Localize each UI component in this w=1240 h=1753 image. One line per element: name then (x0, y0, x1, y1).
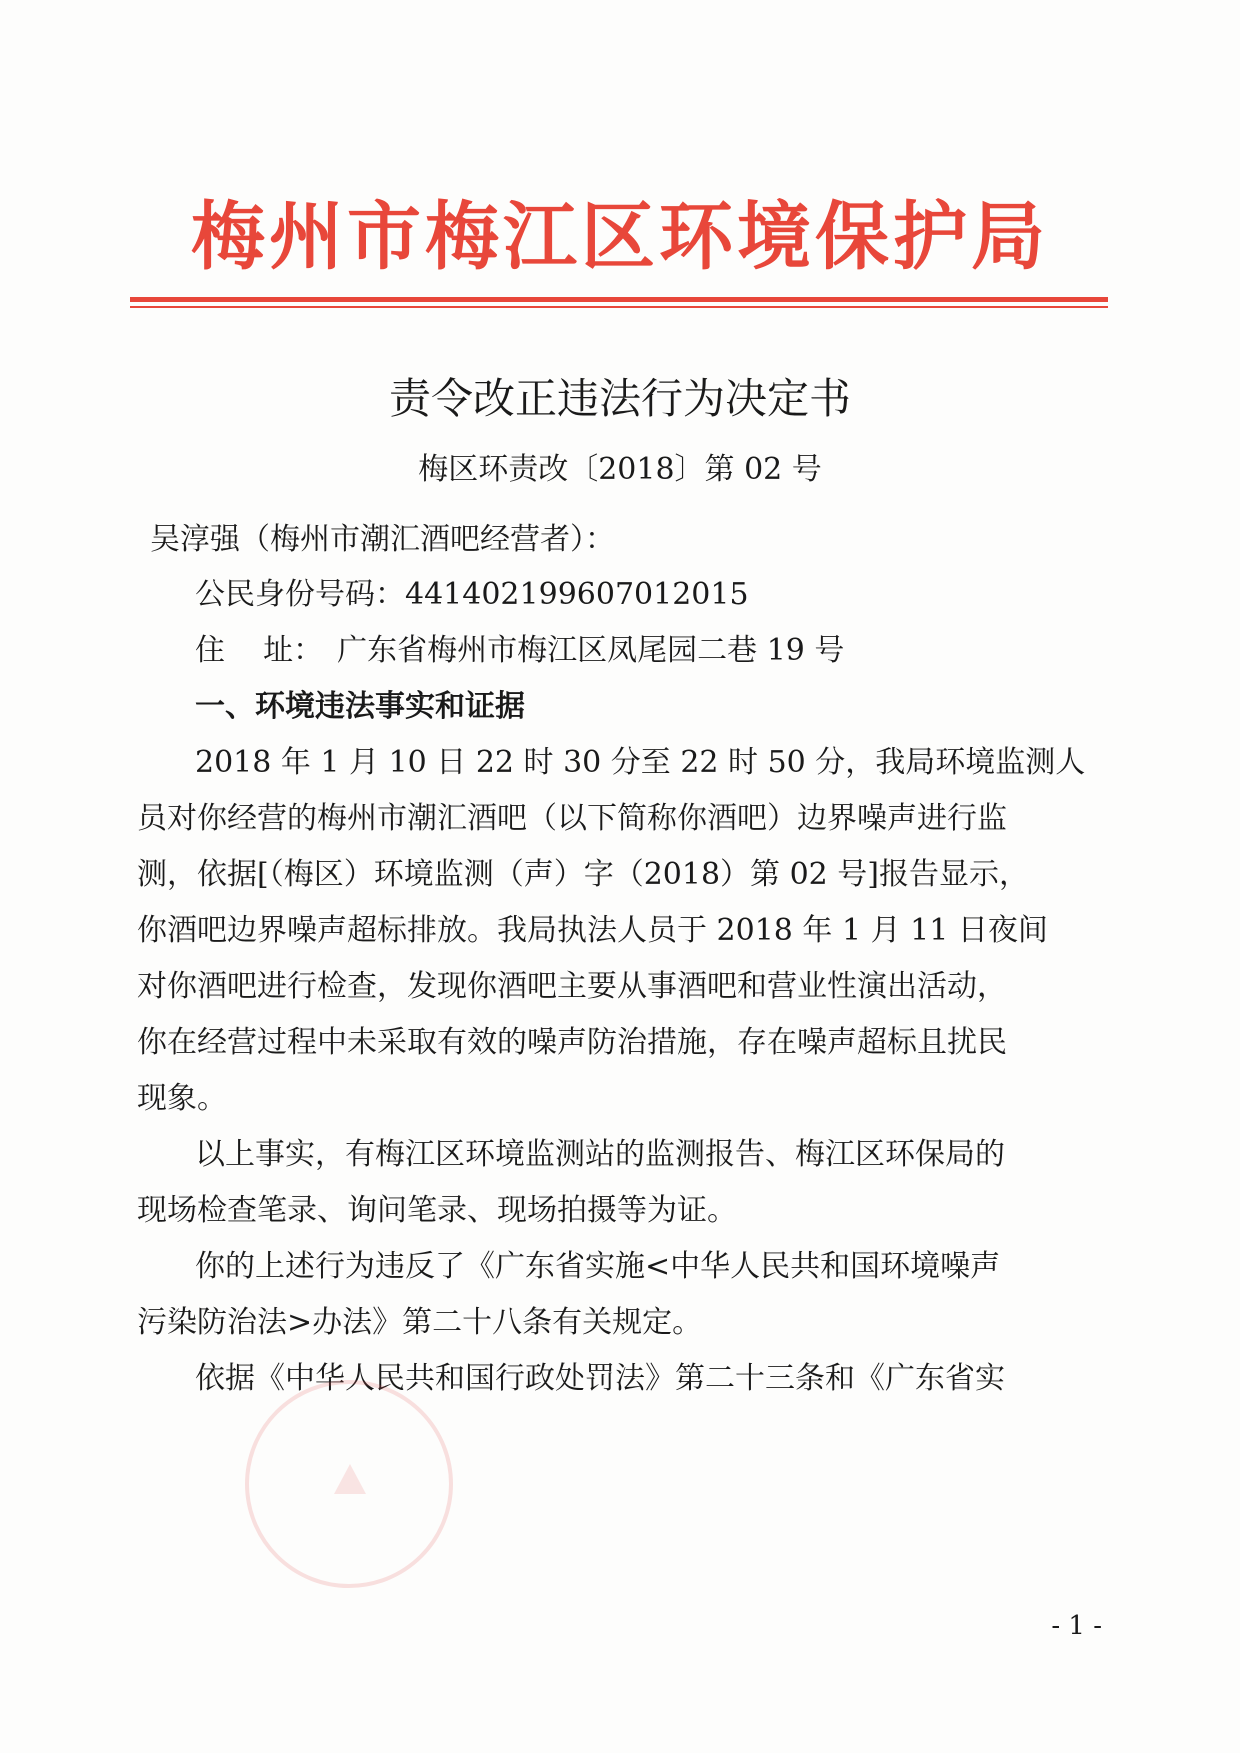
paragraph-3-line-2: 污染防治法>办法》第二十八条有关规定。 (137, 1305, 703, 1340)
address-value: 广东省梅州市梅江区凤尾园二巷 19 号 (337, 633, 845, 668)
address-line (195, 633, 845, 668)
paragraph-1-line-5: 对你酒吧进行检查，发现你酒吧主要从事酒吧和营业性演出活动， (137, 969, 1007, 1004)
paragraph-3-line-1: 你的上述行为违反了《广东省实施<中华人民共和国环境噪声 (195, 1249, 1001, 1284)
seal-star-icon (334, 1464, 366, 1494)
address-label: 住 址： (195, 633, 324, 668)
paragraph-1-line-1: 2018 年 1 月 10 日 22 时 30 分至 22 时 50 分，我局环境监测人 (195, 745, 1086, 780)
official-seal-stamp (245, 1380, 453, 1588)
paragraph-2-line-2: 现场检查笔录、询问笔录、现场拍摄等为证。 (137, 1193, 737, 1228)
page-number: - 1 - (1051, 1611, 1102, 1641)
paragraph-1-line-2: 员对你经营的梅州市潮汇酒吧（以下简称你酒吧）边界噪声进行监 (137, 801, 1007, 836)
section-1-heading: 一、环境违法事实和证据 (195, 689, 525, 724)
paragraph-1-line-4: 你酒吧边界噪声超标排放。我局执法人员于 2018 年 1 月 11 日夜间 (137, 913, 1048, 948)
masthead-title: 梅州市梅江区环境保护局 (191, 194, 1049, 280)
document-number: 梅区环责改〔2018〕第 02 号 (418, 452, 822, 487)
document-title: 责令改正违法行为决定书 (388, 374, 851, 423)
paragraph-1-line-6: 你在经营过程中未采取有效的噪声防治措施，存在噪声超标且扰民 (137, 1025, 1007, 1060)
paragraph-1-line-3: 测，依据[（梅区）环境监测（声）字（2018）第 02 号]报告显示， (137, 857, 1030, 892)
paragraph-1-line-7: 现象。 (137, 1081, 227, 1116)
paragraph-4-line-1: 依据《中华人民共和国行政处罚法》第二十三条和《广东省实 (195, 1361, 1005, 1396)
addressee-line: 吴淳强（梅州市潮汇酒吧经营者）： (150, 522, 615, 557)
paragraph-2-line-1: 以上事实，有梅江区环境监测站的监测报告、梅江区环保局的 (195, 1137, 1005, 1172)
id-number-line: 公民身份号码：441402199607012015 (195, 577, 749, 612)
masthead-red-rule-thick (130, 297, 1108, 302)
masthead-red-rule-thin (130, 306, 1108, 308)
